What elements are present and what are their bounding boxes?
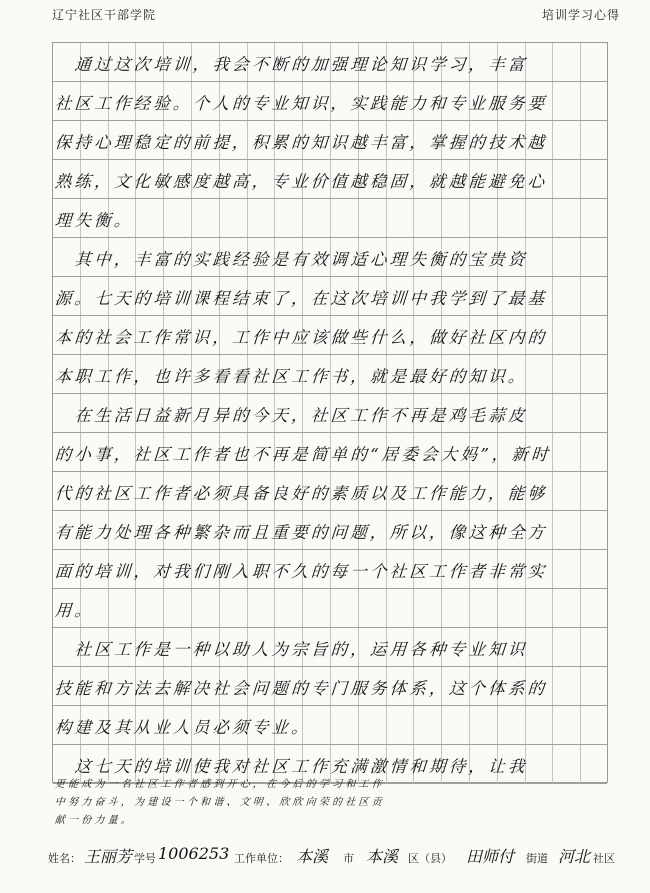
handwritten-line: 在生活日益新月异的今天，社区工作不再是鸡毛蒜皮 <box>54 405 529 425</box>
grid-cell <box>136 199 164 237</box>
handwritten-line: 源。七天的培训课程结束了，在这次培训中我学到了最基 <box>54 288 549 308</box>
handwritten-line: 技能和方法去解决社会问题的专门服务体系，这个体系的 <box>54 678 549 698</box>
grid-cell <box>526 628 554 666</box>
grid-cell <box>553 238 581 276</box>
unit-label: 工作单位： <box>234 852 289 865</box>
grid-cell <box>303 589 331 627</box>
district-value: 本溪 <box>366 847 399 866</box>
community-label: 社区 <box>593 852 615 865</box>
grid-cell <box>553 745 581 783</box>
grid-cell <box>470 199 498 237</box>
grid-row <box>53 589 607 628</box>
grid-cell <box>387 589 415 627</box>
grid-cell <box>414 199 442 237</box>
handwritten-line: 更能成为一名社区工作者感到开心，在今后的学习和工作 <box>54 779 386 790</box>
grid-cell <box>164 589 192 627</box>
handwritten-line: 熟练，文化敏感度越高，专业价值越稳固，就越能避免心 <box>54 171 549 191</box>
handwritten-line: 的小事，社区工作者也不再是简单的“居委会大妈”，新时 <box>54 444 552 464</box>
city-value: 本溪 <box>296 847 329 866</box>
grid-cell <box>359 589 387 627</box>
name-label: 姓名： <box>48 852 81 865</box>
grid-cell <box>414 589 442 627</box>
grid-cell <box>164 199 192 237</box>
handwritten-line: 其中，丰富的实践经验是有效调适心理失衡的宝贵资 <box>54 249 529 269</box>
grid-cell <box>359 706 387 744</box>
grid-cell <box>526 706 554 744</box>
handwritten-line: 本职工作，也许多看看社区工作书，就是最好的知识。 <box>54 366 529 386</box>
handwritten-line: 社区工作是一种以助人为宗旨的，运用各种专业知识 <box>54 639 529 659</box>
handwritten-line: 理失衡。 <box>54 210 135 230</box>
grid-cell <box>220 199 248 237</box>
document-title-header: 培训学习心得 <box>541 8 620 22</box>
grid-cell <box>442 706 470 744</box>
handwritten-line: 有能力处理各种繁杂而且重要的问题，所以，像这种全方 <box>54 522 549 542</box>
grid-cell <box>553 277 581 315</box>
grid-cell <box>553 511 581 549</box>
grid-cell <box>303 199 331 237</box>
grid-cell <box>553 355 581 393</box>
handwritten-line: 面的培训，对我们刚入职不久的每一个社区工作者非常实 <box>54 561 549 581</box>
handwritten-line: 通过这次培训，我会不断的加强理论知识学习，丰富 <box>54 54 529 74</box>
grid-cell <box>470 589 498 627</box>
grid-cell <box>442 589 470 627</box>
grid-cell <box>275 199 303 237</box>
grid-cell <box>442 199 470 237</box>
institution-header: 辽宁社区干部学院 <box>52 8 157 22</box>
grid-cell <box>526 745 554 783</box>
grid-cell <box>553 82 581 120</box>
grid-row <box>53 199 607 238</box>
id-value: 1006253 <box>158 844 230 863</box>
grid-cell <box>553 667 581 705</box>
grid-cell <box>553 43 581 81</box>
grid-cell <box>498 589 526 627</box>
grid-cell <box>553 472 581 510</box>
grid-cell <box>498 706 526 744</box>
grid-cell <box>553 433 581 471</box>
handwritten-line: 保持心理稳定的前提，积累的知识越丰富，掌握的技术越 <box>54 132 549 152</box>
handwritten-line: 中努力奋斗，为建设一个和谐、文明、欣欣向荣的社区贡 <box>54 797 386 808</box>
grid-cell <box>248 589 276 627</box>
city-label: 市 <box>343 852 354 865</box>
grid-cell <box>553 160 581 198</box>
id-label: 学号 <box>134 852 156 865</box>
grid-cell <box>553 706 581 744</box>
grid-cell <box>359 199 387 237</box>
grid-cell <box>526 238 554 276</box>
handwritten-line: 代的社区工作者必须具备良好的素质以及工作能力，能够 <box>54 483 549 503</box>
grid-cell <box>192 589 220 627</box>
grid-cell <box>553 316 581 354</box>
grid-cell <box>526 394 554 432</box>
grid-cell <box>553 394 581 432</box>
grid-cell <box>526 43 554 81</box>
grid-cell <box>192 199 220 237</box>
street-label: 街道 <box>526 852 548 865</box>
handwritten-line: 献一份力量。 <box>54 815 135 826</box>
name-value: 王丽芳 <box>84 847 133 866</box>
street-value: 田师付 <box>466 847 515 866</box>
grid-cell <box>331 199 359 237</box>
handwritten-line: 构建及其从业人员必须专业。 <box>54 717 312 737</box>
grid-cell <box>526 199 554 237</box>
grid-cell <box>414 706 442 744</box>
grid-cell <box>220 589 248 627</box>
handwritten-line: 本的社会工作常识，工作中应该做些什么，做好社区内的 <box>54 327 549 347</box>
grid-cell <box>526 355 554 393</box>
grid-cell <box>387 706 415 744</box>
handwritten-line: 用。 <box>54 600 95 620</box>
grid-cell <box>553 199 581 237</box>
handwritten-line: 社区工作经验。个人的专业知识，实践能力和专业服务要 <box>54 93 549 113</box>
grid-cell <box>275 589 303 627</box>
district-label: 区（县） <box>408 852 452 865</box>
grid-cell <box>248 199 276 237</box>
grid-cell <box>136 589 164 627</box>
grid-cell <box>331 589 359 627</box>
grid-cell <box>553 550 581 588</box>
handwritten-line: 这七天的培训使我对社区工作充满激情和期待，让我 <box>54 756 529 776</box>
grid-cell <box>331 706 359 744</box>
community-value: 河北 <box>558 847 591 866</box>
grid-cell <box>553 121 581 159</box>
grid-cell <box>109 589 137 627</box>
grid-cell <box>470 706 498 744</box>
writing-grid <box>52 42 608 826</box>
grid-cell <box>553 589 581 627</box>
grid-cell <box>498 199 526 237</box>
grid-cell <box>526 589 554 627</box>
grid-cell <box>553 628 581 666</box>
grid-cell <box>387 199 415 237</box>
